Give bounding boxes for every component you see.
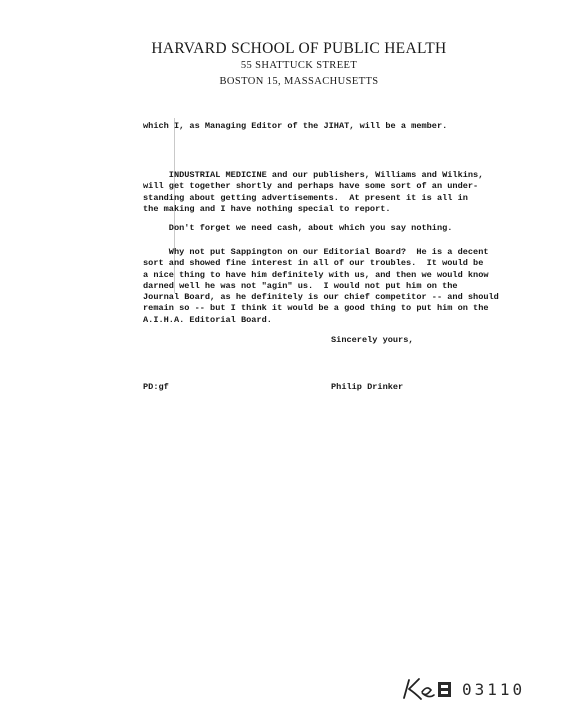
letterhead-city: BOSTON 15, MASSACHUSETTS xyxy=(219,76,379,87)
archive-stamp xyxy=(400,676,560,702)
closing-salutation: Sincerely yours, xyxy=(331,335,414,345)
paragraph-1: which I, as Managing Editor of the JIHAT, will be a member. xyxy=(143,121,448,131)
letterhead-street: 55 SHATTUCK STREET xyxy=(240,60,358,71)
letterhead-institution: HARVARD SCHOOL OF PUBLIC HEALTH xyxy=(151,40,447,57)
paragraph-3: Don't forget we need cash, about which you say nothing. xyxy=(143,223,453,233)
paragraph-4: Why not put Sappington on our Editorial Board? He is a decent sort and showed fine interest in all of our troubles. It would be a nice thing to have him definitely with us, and then we would know darned well he was not "agin" us. I would not put him on the Journal Board, as he definitely is our chief competitor -- and should remain so -- but I think it would be a good thing to put him on the A.I.H.A. Editorial Board. xyxy=(143,247,499,325)
signer-name: Philip Drinker xyxy=(331,382,404,392)
typist-initials: PD:gf xyxy=(143,382,169,392)
handwritten-mark-icon xyxy=(400,676,456,702)
paragraph-2: INDUSTRIAL MEDICINE and our publishers, Williams and Wilkins, will get together shortly and perhaps have some sort of an under- standing about getting advertisements. At present it is all in the making and I have nothing special to report. xyxy=(143,170,484,214)
archive-number: 03110 xyxy=(462,680,526,699)
